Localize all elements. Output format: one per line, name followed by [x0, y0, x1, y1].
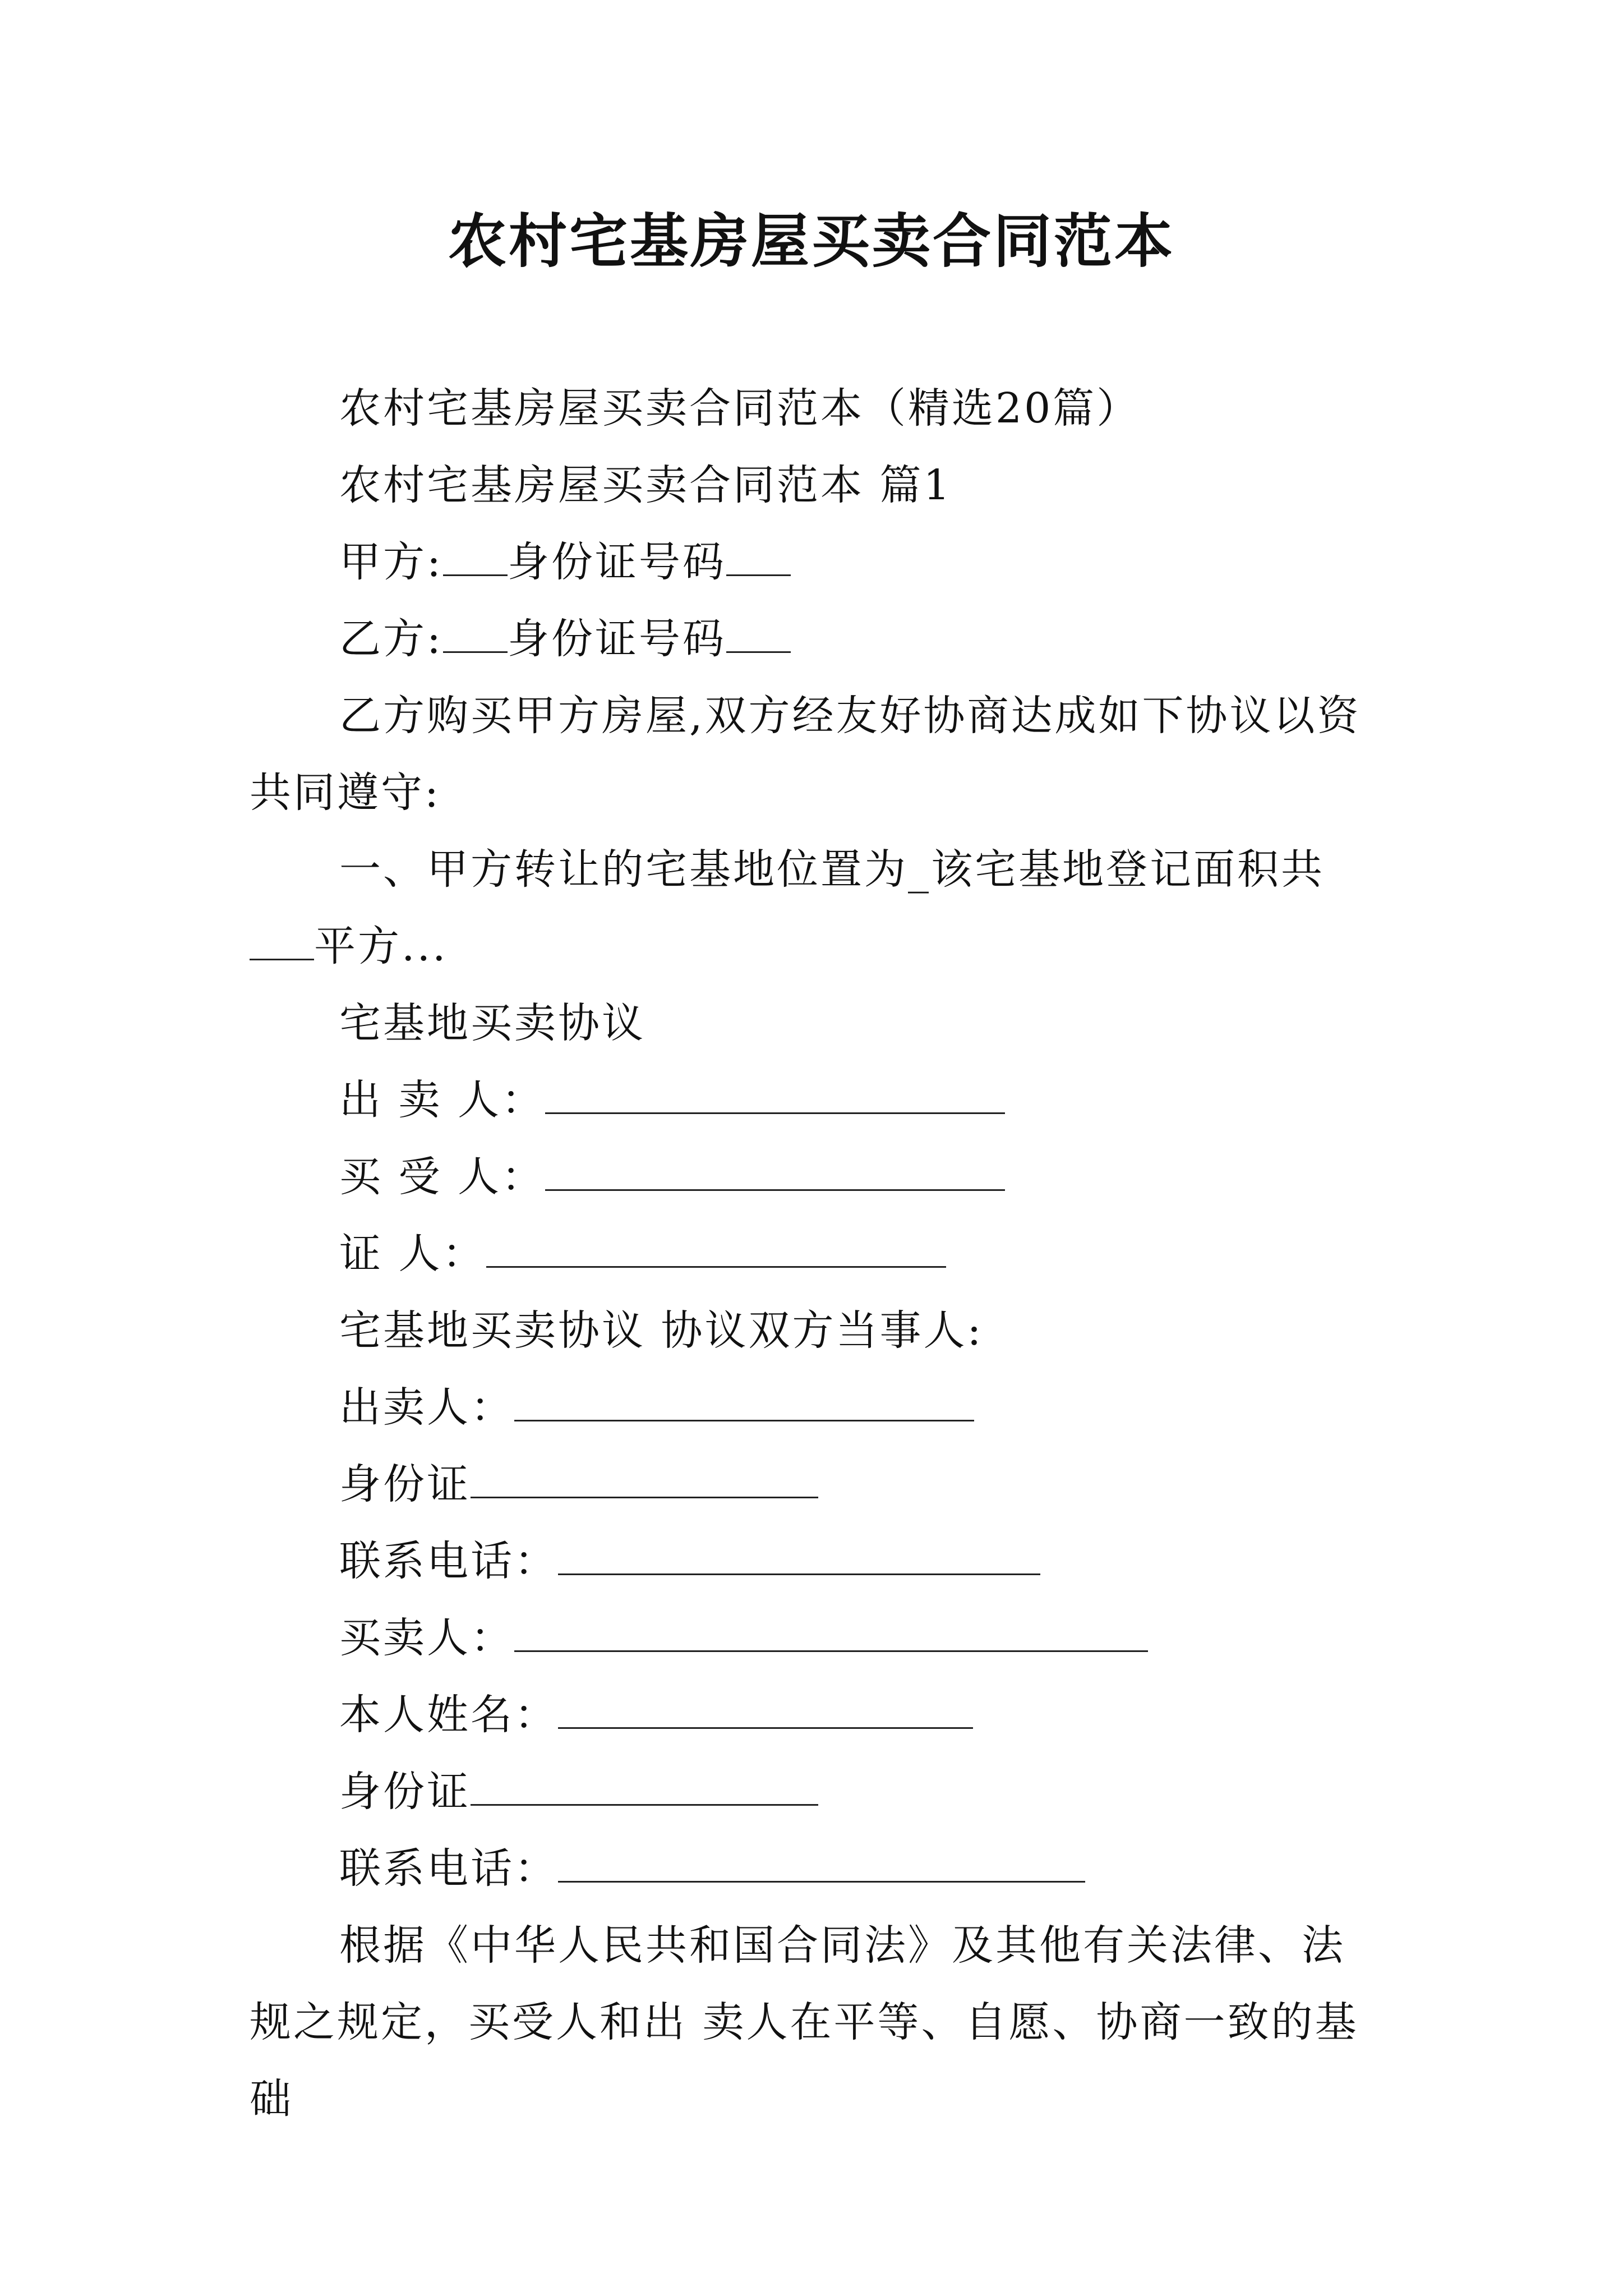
clause-one-start: 一、甲方转让的宅基地位置为_该宅基地登记面积共: [339, 845, 1325, 894]
intro-paragraph: 乙方购买甲方房屋,双方经友好协商达成如下协议以资共同遵守:: [250, 692, 1361, 817]
party-b-id-label: 身份证号码: [507, 615, 726, 663]
party-a-name-blank: [443, 541, 508, 576]
phone-blank-1: [558, 1540, 1040, 1575]
id-blank-2: [471, 1770, 818, 1806]
buyer-blank: [545, 1156, 1005, 1191]
witness-label: 证 人：: [339, 1230, 486, 1278]
id-label-1: 身份证: [339, 1460, 471, 1508]
buyer-label: 买 受 人：: [339, 1153, 546, 1201]
subtitle-line: 农村宅基房屋买卖合同范本（精选20篇）: [339, 384, 1141, 432]
id-label-2: 身份证: [339, 1768, 471, 1816]
seller2-line: [250, 1369, 1377, 1446]
clause-one: [250, 831, 1377, 985]
name-label: 本人姓名：: [339, 1691, 558, 1739]
buyer-line: [250, 1139, 1377, 1216]
phone-label-1: 联系电话：: [339, 1537, 558, 1585]
party-a-line: [250, 524, 1377, 601]
document-title: 农村宅基房屋买卖合同范本: [448, 206, 1175, 275]
id-line-2: [250, 1754, 1377, 1830]
buyer2-label: 买卖人：: [339, 1614, 514, 1662]
witness-blank: [486, 1232, 946, 1268]
seller2-label: 出卖人：: [339, 1383, 514, 1432]
id-line-1: [250, 1446, 1377, 1523]
name-line: [250, 1677, 1377, 1754]
parties-heading: 宅基地买卖协议 协议双方当事人:: [339, 1306, 984, 1355]
party-b-line: [250, 601, 1377, 678]
seller2-blank: [514, 1386, 974, 1421]
phone-label-2: 联系电话：: [339, 1844, 558, 1893]
buyer2-blank: [514, 1617, 1148, 1652]
party-b-id-blank: [726, 618, 791, 653]
party-a-id-blank: [726, 541, 791, 576]
party-a-label: 甲方:: [339, 538, 443, 586]
section-heading: 农村宅基房屋买卖合同范本 篇1: [339, 461, 952, 509]
party-b-label: 乙方:: [339, 615, 443, 663]
witness-line: [250, 1216, 1377, 1292]
name-blank: [558, 1694, 973, 1729]
party-a-id-label: 身份证号码: [507, 538, 726, 586]
phone-line-1: [250, 1523, 1377, 1600]
id-blank-1: [471, 1463, 818, 1498]
clause-one-end: 平方...: [314, 922, 448, 970]
closing-paragraph: 根据《中华人民共和国合同法》及其他有关法律、法规之规定，买受人和出 卖人在平等、自愿、协商一致的基础: [250, 1921, 1359, 2123]
buyer2-line: [250, 1600, 1377, 1677]
seller-line: [250, 1062, 1377, 1139]
phone-line-2: [250, 1830, 1377, 1907]
document-body: [250, 370, 1377, 2138]
seller-label: 出 卖 人：: [339, 1076, 546, 1124]
phone-blank-2: [558, 1847, 1085, 1883]
party-b-name-blank: [443, 618, 508, 653]
agreement-heading: 宅基地买卖协议: [339, 999, 645, 1047]
area-blank: [250, 925, 314, 960]
seller-blank: [545, 1079, 1005, 1114]
